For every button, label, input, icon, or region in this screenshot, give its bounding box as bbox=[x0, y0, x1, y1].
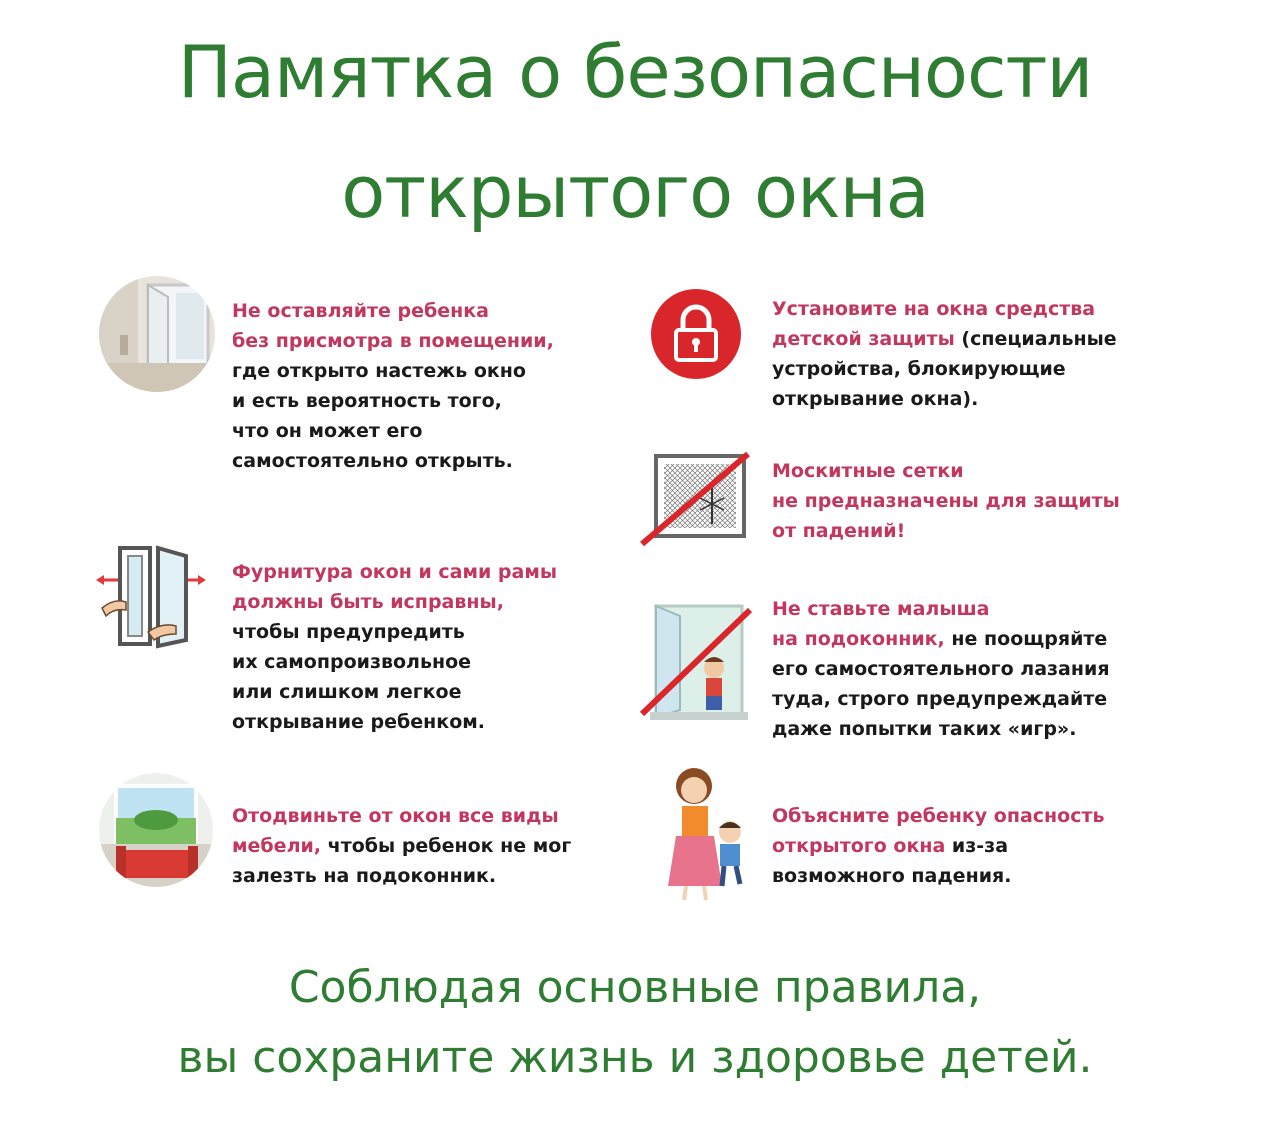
tip-red-tail: детской защиты bbox=[772, 328, 955, 350]
padlock-icon bbox=[650, 288, 742, 380]
tip-supervision bbox=[232, 296, 554, 476]
page-title: Памятка о безопасности bbox=[177, 30, 1093, 114]
tip-text-first: чтобы ребенок не мог bbox=[321, 835, 572, 857]
mosquito-net-crossed-icon bbox=[640, 448, 752, 548]
window-frame-hands-icon bbox=[96, 542, 206, 652]
tip-text-line: туда, строго предупреждайте bbox=[772, 688, 1108, 710]
footer-line-1: Соблюдая основные правила, bbox=[288, 962, 982, 1013]
tip-text-line: где открыто настежь окно bbox=[232, 360, 526, 382]
child-windowsill-crossed-icon bbox=[640, 602, 756, 726]
tip-red-tail: открытого окна bbox=[772, 835, 946, 857]
tip-red-line: Не оставляйте ребенка bbox=[232, 300, 490, 322]
tip-text-line: залезть на подоконник. bbox=[232, 865, 497, 887]
room-furniture-icon bbox=[98, 772, 214, 888]
tip-red-line: Москитные сетки bbox=[772, 460, 964, 482]
mother-child-icon bbox=[656, 760, 756, 906]
tip-text-line: или слишком легкое bbox=[232, 681, 462, 703]
tip-text-line: открывание окна). bbox=[772, 388, 979, 410]
tip-red-line: Отодвиньте от окон все виды bbox=[232, 805, 559, 827]
tip-child-locks bbox=[772, 294, 1117, 414]
tip-red-line: не предназначены для защиты bbox=[772, 490, 1120, 512]
tip-text-line: чтобы предупредить bbox=[232, 621, 465, 643]
tip-text-first: из-за bbox=[945, 835, 1009, 857]
open-window-icon bbox=[98, 275, 216, 393]
tip-text-first: не поощряйте bbox=[944, 628, 1108, 650]
tip-red-line: без присмотра в помещении, bbox=[232, 330, 554, 352]
tip-explain-danger bbox=[772, 801, 1105, 891]
tip-window-fittings bbox=[232, 557, 557, 737]
tip-mosquito-nets bbox=[772, 456, 1120, 546]
tip-text-line: что он может его bbox=[232, 420, 423, 442]
tip-text-line: самостоятельно открыть. bbox=[232, 450, 513, 472]
tip-move-furniture bbox=[232, 801, 571, 891]
footer-line-2: вы сохраните жизнь и здоровье детей. bbox=[177, 1032, 1093, 1083]
tip-red-line: Установите на окна средства bbox=[772, 298, 1096, 320]
page-subtitle: открытого окна bbox=[341, 150, 929, 234]
tip-text-line: их самопроизвольное bbox=[232, 651, 472, 673]
tip-text-first: (специальные bbox=[954, 328, 1117, 350]
tip-text-line: его самостоятельного лазания bbox=[772, 658, 1110, 680]
tip-text-line: возможного падения. bbox=[772, 865, 1012, 887]
tip-red-tail: мебели, bbox=[232, 835, 322, 857]
tip-text-line: открывание ребенком. bbox=[232, 711, 485, 733]
tip-red-line: Не ставьте малыша bbox=[772, 598, 990, 620]
tip-text-line: устройства, блокирующие bbox=[772, 358, 1066, 380]
tip-text-line: и есть вероятность того, bbox=[232, 390, 502, 412]
tip-red-line: Объясните ребенку опасность bbox=[772, 805, 1105, 827]
tip-text-line: даже попытки таких «игр». bbox=[772, 718, 1077, 740]
tip-windowsill bbox=[772, 594, 1110, 744]
tip-red-line: от падений! bbox=[772, 520, 906, 542]
tip-red-line: должны быть исправны, bbox=[232, 591, 504, 613]
tip-red-line: Фурнитура окон и сами рамы bbox=[232, 561, 558, 583]
tip-red-tail: на подоконник, bbox=[772, 628, 945, 650]
